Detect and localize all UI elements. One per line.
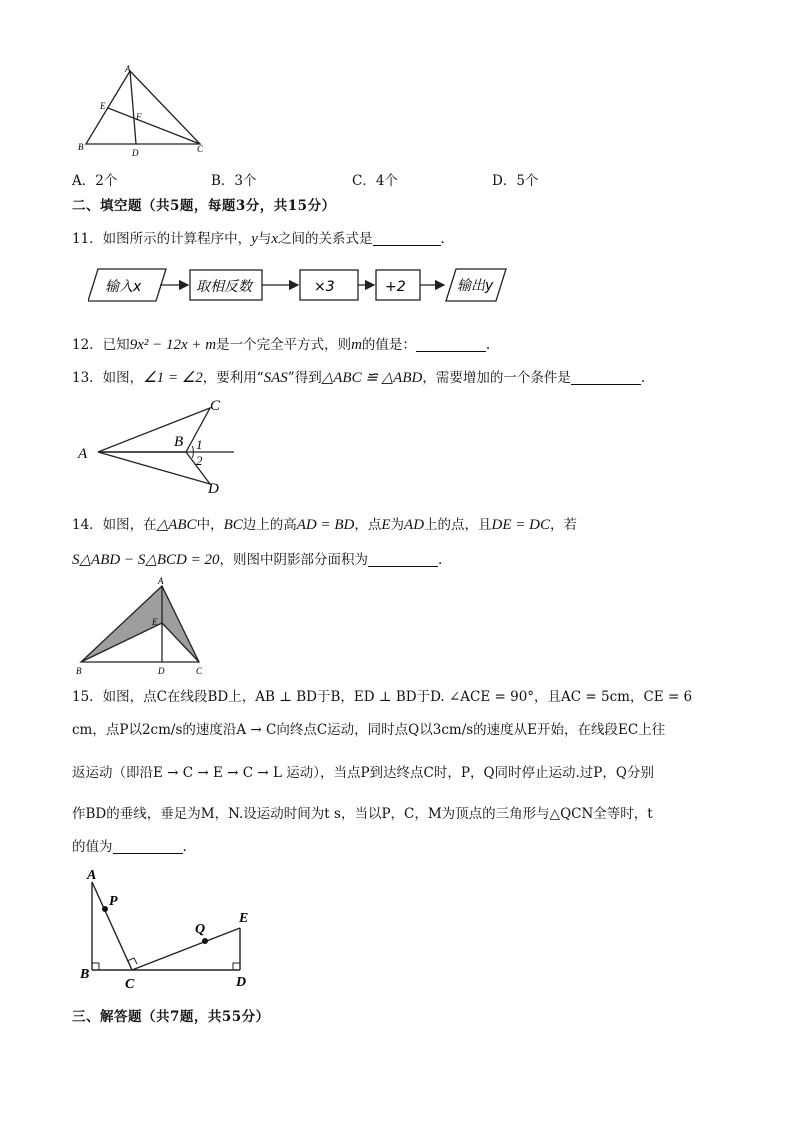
q14-part-c: 边上的高 (242, 517, 297, 533)
fig15-label-q: Q (195, 922, 206, 937)
q14-part-b: 中， (196, 517, 224, 533)
fig14-label-a: A (158, 576, 164, 586)
q12-part-b: 是一个完全平方式，则 (216, 337, 352, 353)
fig10-label-e: E (100, 101, 106, 111)
fig14-label-b: B (76, 666, 82, 676)
q14-part-e: 为 (390, 517, 405, 533)
flow-input-label: 输入x (105, 279, 142, 295)
q14-text-line2 (72, 548, 442, 569)
fig15-label-c: C (125, 977, 135, 992)
q13-part-c: ”得到 (287, 370, 322, 386)
fig10-label-c: C (197, 144, 204, 154)
fig10-label-d: D (132, 148, 139, 158)
section3-heading: 三、解答题（共7题，共55分） (72, 1009, 270, 1025)
q14-area-expression: S△ABD − S△BCD = 20 (72, 552, 220, 568)
fig10-label-f: F (136, 112, 142, 122)
q11-var-y: y (251, 231, 258, 247)
fig15-label-b: B (80, 967, 90, 982)
section2-heading: 二、填空题（共5题，每题3分，共15分） (72, 198, 336, 214)
q14-part-f: 上的点，且 (424, 517, 492, 533)
q14-answer-blank[interactable] (368, 552, 438, 567)
q13-part-b: ，要利用“ (202, 370, 264, 386)
fig14-label-d: D (158, 666, 165, 676)
fig14-label-e: E (152, 617, 158, 627)
figure-q14 (72, 576, 217, 680)
q14-part-a: 14．如图，在 (72, 517, 157, 533)
fig14-label-c: C (196, 666, 203, 676)
fig13-label-c: C (210, 398, 221, 414)
choice-c-letter: C． (352, 173, 376, 189)
fig15-label-d: D (236, 975, 247, 990)
q13-part-a: 13．如图， (72, 370, 144, 386)
q15-answer-blank[interactable] (113, 839, 183, 854)
q11-part-b: 与 (257, 231, 272, 247)
q13-angles: ∠1 = ∠2 (143, 370, 203, 386)
q14-end: . (437, 552, 443, 568)
q15-line5 (72, 835, 187, 855)
q12-expression: 9x² − 12x + m (129, 337, 217, 353)
q15-end: . (182, 839, 187, 855)
fig10-label-b: B (78, 142, 84, 152)
q13-end: . (640, 370, 646, 386)
q11-end: . (440, 231, 445, 247)
q12-end: . (485, 337, 491, 353)
q14-part-g: ，若 (550, 517, 577, 533)
q14-text-line1 (72, 513, 577, 534)
fig15-label-e: E (239, 911, 249, 926)
q15-part-a: 的值为 (72, 839, 113, 855)
fig10-label-a: A (125, 64, 131, 74)
choice-b (211, 169, 257, 189)
fig13-label-1: 1 (196, 437, 203, 452)
fig15-label-p: P (109, 894, 118, 909)
figure-q13 (74, 396, 244, 496)
q11-flowchart (88, 266, 508, 306)
q12-var-m: m (351, 337, 362, 353)
q14-triangle: △ABC (156, 517, 197, 533)
choice-c-text: 4个 (375, 173, 398, 189)
choice-c (352, 169, 398, 189)
figure-q10-triangle (72, 62, 212, 158)
q13-congruence: △ABC ≌ △ABD (321, 370, 423, 386)
q15-line4: 作BD的垂线，垂足为M，N.设运动时间为t s，当以P，C，M为顶点的三角形与△QCN全等时，t (72, 806, 653, 822)
choice-a-letter: A． (72, 173, 96, 189)
q14-eq2: DE = DC (491, 517, 550, 533)
q11-var-x: x (271, 231, 279, 247)
q12-answer-blank[interactable] (416, 337, 486, 352)
choice-b-letter: B． (211, 173, 235, 189)
fig13-label-d: D (208, 481, 219, 496)
flow-output-label: 输出y (457, 278, 494, 294)
q14-ad: AD (404, 517, 425, 533)
q11-text (72, 227, 445, 248)
fig15-label-a: A (87, 868, 97, 883)
q15-line3: 返运动（即沿E → C → E → C → L 运动），当点P到达终点C时，P，Q同时停止运动.过P，Q分别 (72, 765, 654, 781)
q11-part-c: 之间的关系式是 (278, 231, 373, 247)
choice-d-letter: D． (492, 173, 517, 189)
choice-d-text: 5个 (516, 173, 539, 189)
fig13-label-b: B (174, 434, 184, 450)
q14-point-e: E (381, 517, 391, 533)
q12-text (72, 333, 490, 354)
choice-d (492, 169, 538, 189)
q11-part-a: 11．如图所示的计算程序中， (72, 231, 252, 247)
flow-negate-label: 取相反数 (196, 279, 252, 295)
q14-eq: AD = BD (296, 517, 355, 533)
q13-sas: SAS (263, 370, 288, 386)
q13-part-d: ，需要增加的一个条件是 (422, 370, 571, 386)
q15-line2: cm，点P以2cm/s的速度沿A → C向终点C运动，同时点Q以3cm/s的速度从E开始，在线段EC上往 (72, 722, 666, 738)
q13-text (72, 366, 645, 387)
choice-b-text: 3个 (234, 173, 257, 189)
q14-part-h: ，则图中阴影部分面积为 (219, 552, 368, 568)
q14-part-d: ，点 (354, 517, 382, 533)
flow-times3-label: ×3 (314, 279, 335, 295)
fig13-label-a: A (78, 446, 88, 462)
flow-plus2-label: +2 (385, 279, 406, 295)
q12-part-c: 的值是： (361, 337, 416, 353)
q13-answer-blank[interactable] (571, 370, 641, 385)
q14-bc: BC (223, 517, 243, 533)
figure-q15 (78, 864, 258, 994)
fig13-label-2: 2 (196, 453, 203, 468)
choice-a (72, 169, 117, 189)
q11-answer-blank[interactable] (373, 231, 441, 246)
q12-part-a: 12．已知 (72, 337, 130, 353)
choice-a-text: 2个 (95, 173, 118, 189)
q15-line1: 15．如图，点C在线段BD上，AB ⊥ BD于B，ED ⊥ BD于D. ∠ACE = 90°，且AC = 5cm，CE = 6 (72, 689, 693, 705)
